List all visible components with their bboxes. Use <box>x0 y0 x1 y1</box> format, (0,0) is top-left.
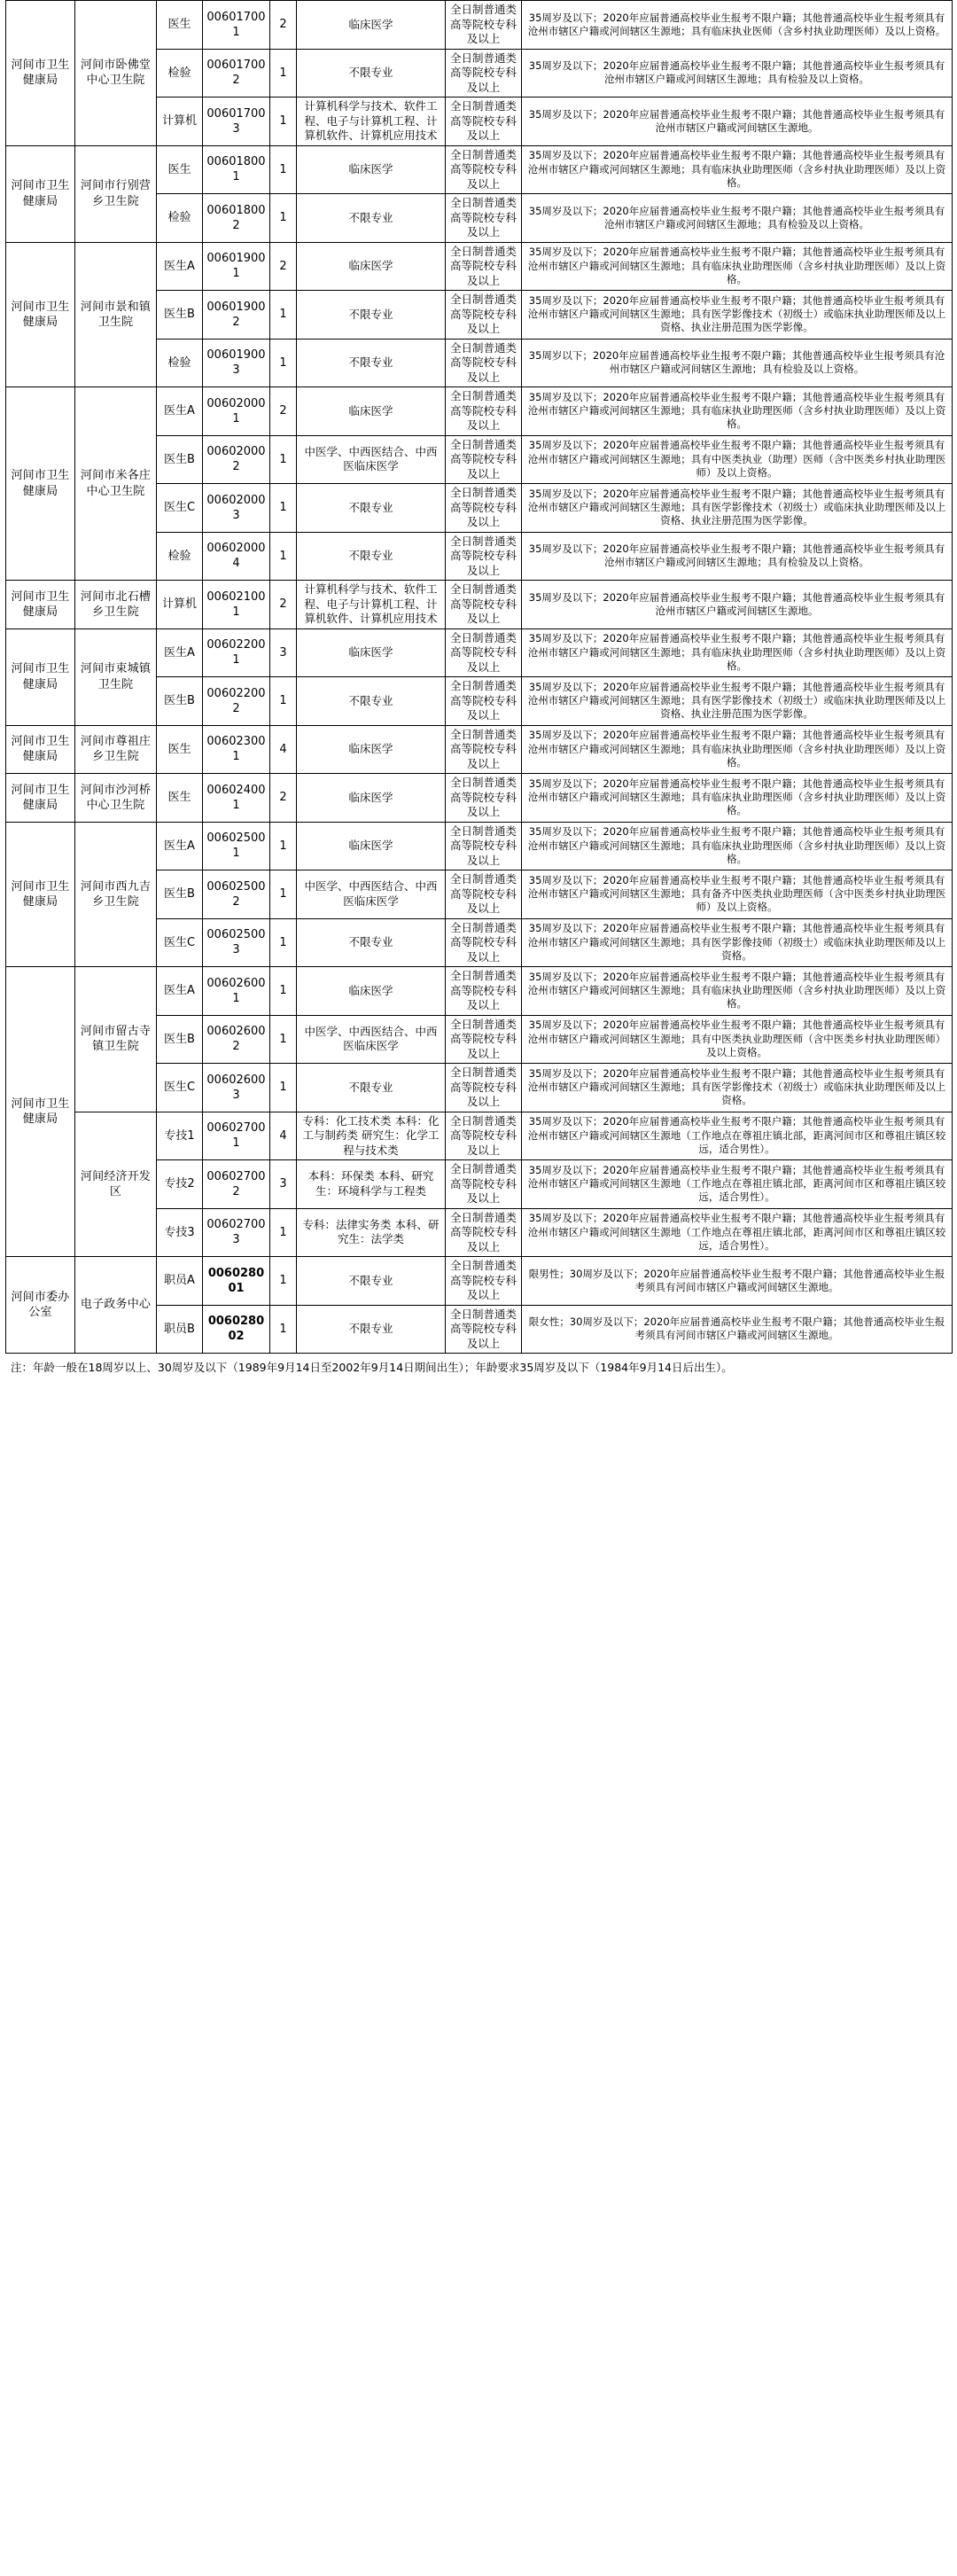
cell-headcount: 4 <box>270 725 297 774</box>
cell-education-requirement: 全日制普通类高等院校专科及以上 <box>446 628 522 677</box>
cell-employer: 河间市尊祖庄乡卫生院 <box>75 725 157 774</box>
cell-other-conditions: 35周岁及以下；2020年应届普通高校毕业生报考不限户籍；其他普通高校毕业生报考须具有沧州市辖区户籍或河间辖区生源地。 <box>522 98 953 146</box>
cell-position-code: 006020003 <box>203 484 270 533</box>
table-row <box>6 628 953 677</box>
cell-education-requirement: 全日制普通类高等院校专科及以上 <box>446 822 522 870</box>
cell-other-conditions: 35周岁及以下；2020年应届普通高校毕业生报考不限户籍；其他普通高校毕业生报考须具有沧州市辖区户籍或河间辖区生源地；具有医学影像技术（初级士）或临床执业助理医师及以上资格、执业注册范围为医学影像。 <box>522 484 953 533</box>
cell-education-requirement: 全日制普通类高等院校专科及以上 <box>446 194 522 243</box>
cell-education-requirement: 全日制普通类高等院校专科及以上 <box>446 774 522 823</box>
cell-other-conditions: 35周岁及以下；2020年应届普通高校毕业生报考不限户籍；其他普通高校毕业生报考须具有沧州市辖区户籍或河间辖区生源地；具有中医类执业（助理）医师（含中医类乡村执业助理医师）及以上资格。 <box>522 435 953 484</box>
cell-department: 河间市卫生健康局 <box>6 581 75 629</box>
cell-major-requirement: 临床医学 <box>297 822 446 870</box>
cell-employer: 河间市北石槽乡卫生院 <box>75 581 157 629</box>
cell-major-requirement: 不限专业 <box>297 918 446 967</box>
cell-education-requirement: 全日制普通类高等院校专科及以上 <box>446 291 522 340</box>
cell-position-name: 医生 <box>157 145 203 194</box>
cell-position-name: 医生B <box>157 677 203 726</box>
cell-other-conditions: 35周岁及以下；2020年应届普通高校毕业生报考不限户籍；其他普通高校毕业生报考须具有沧州市辖区户籍或河间辖区生源地；具有临床执业助理医师（含乡村执业助理医师）及以上资格。 <box>522 242 953 291</box>
cell-headcount: 2 <box>270 1 297 50</box>
cell-education-requirement: 全日制普通类高等院校专科及以上 <box>446 870 522 919</box>
cell-headcount: 1 <box>270 194 297 243</box>
cell-position-code: 006018002 <box>203 194 270 243</box>
cell-other-conditions: 35周岁及以下；2020年应届普通高校毕业生报考不限户籍；其他普通高校毕业生报考须具有沧州市辖区户籍或河间辖区生源地；具有临床执业助理医师（含乡村执业助理医师）及以上资格。 <box>522 725 953 774</box>
cell-position-name: 医生C <box>157 918 203 967</box>
cell-position-name: 医生A <box>157 822 203 870</box>
cell-education-requirement: 全日制普通类高等院校专科及以上 <box>446 484 522 533</box>
cell-other-conditions: 35周岁及以下；2020年应届普通高校毕业生报考不限户籍；其他普通高校毕业生报考须具有沧州市辖区户籍或河间辖区生源地；具有医学影像技术（初级士）或临床执业助理医师及以上资格、执业注册范围为医学影像。 <box>522 677 953 726</box>
cell-position-code: 006017003 <box>203 98 270 146</box>
cell-position-code: 006026001 <box>203 967 270 1016</box>
cell-position-name: 医生A <box>157 387 203 436</box>
cell-major-requirement: 本科：环保类 本科、研究生：环境科学与工程类 <box>297 1160 446 1209</box>
cell-department: 河间市委办公室 <box>6 1257 75 1354</box>
table-row <box>6 725 953 774</box>
cell-position-name: 检验 <box>157 339 203 387</box>
cell-position-code: 006025001 <box>203 822 270 870</box>
cell-headcount: 1 <box>270 677 297 726</box>
cell-headcount: 1 <box>270 918 297 967</box>
cell-position-code: 006022002 <box>203 677 270 726</box>
cell-employer: 河间市景和镇卫生院 <box>75 242 157 387</box>
cell-position-code: 006025003 <box>203 918 270 967</box>
cell-major-requirement: 计算机科学与技术、软件工程、电子与计算机工程、计算机软件、计算机应用技术 <box>297 98 446 146</box>
cell-position-name: 医生A <box>157 967 203 1016</box>
cell-other-conditions: 35周岁及以下；2020年应届普通高校毕业生报考不限户籍；其他普通高校毕业生报考须具有沧州市辖区户籍或河间辖区生源地；具有中医类执业助理医师（含中医类乡村执业助理医师）及以上资格。 <box>522 1015 953 1064</box>
table-row <box>6 145 953 194</box>
table-row <box>6 581 953 629</box>
cell-position-code: 006024001 <box>203 774 270 823</box>
cell-major-requirement: 不限专业 <box>297 677 446 726</box>
cell-education-requirement: 全日制普通类高等院校专科及以上 <box>446 1305 522 1354</box>
cell-education-requirement: 全日制普通类高等院校专科及以上 <box>446 435 522 484</box>
cell-headcount: 3 <box>270 628 297 677</box>
cell-employer: 河间经济开发区 <box>75 1112 157 1257</box>
cell-headcount: 2 <box>270 774 297 823</box>
cell-education-requirement: 全日制普通类高等院校专科及以上 <box>446 967 522 1016</box>
cell-position-code: 006027003 <box>203 1208 270 1257</box>
cell-position-name: 专技2 <box>157 1160 203 1209</box>
cell-other-conditions: 35周岁及以下；2020年应届普通高校毕业生报考不限户籍；其他普通高校毕业生报考须具有沧州市辖区户籍或河间辖区生源地（工作地点在尊祖庄镇北部，距离河间市区和尊祖庄镇区较远，适合男性）。 <box>522 1208 953 1257</box>
cell-headcount: 3 <box>270 1160 297 1209</box>
cell-major-requirement: 专科：法律实务类 本科、研究生：法学类 <box>297 1208 446 1257</box>
cell-other-conditions: 35周岁及以下；2020年应届普通高校毕业生报考不限户籍；其他普通高校毕业生报考须具有沧州市辖区户籍或河间辖区生源地（工作地点在尊祖庄镇北部，距离河间市区和尊祖庄镇区较远，适合男性）。 <box>522 1160 953 1209</box>
cell-headcount: 1 <box>270 1064 297 1112</box>
table-body <box>6 1 953 1354</box>
cell-position-name: 检验 <box>157 194 203 243</box>
cell-position-code: 006028001 <box>203 1257 270 1306</box>
cell-position-name: 检验 <box>157 532 203 581</box>
cell-other-conditions: 35周岁及以下；2020年应届普通高校毕业生报考不限户籍；其他普通高校毕业生报考须具有沧州市辖区户籍或河间辖区生源地；具有临床执业助理医师（含乡村执业助理医师）及以上资格。 <box>522 967 953 1016</box>
cell-major-requirement: 专科：化工技术类 本科：化工与制药类 研究生：化学工程与技术类 <box>297 1112 446 1160</box>
cell-other-conditions: 35周岁及以下；2020年应届普通高校毕业生报考不限户籍；其他普通高校毕业生报考须具有沧州市辖区户籍或河间辖区生源地；具有医学影像技师（初级士）或临床执业助理医师及以上资格。 <box>522 918 953 967</box>
footnote: 注：年龄一般在18周岁以上、30周岁及以下（1989年9月14日至2002年9月14日期间出生）；年龄要求35周岁及以下（1984年9月14日后出生）。 <box>11 1361 733 1374</box>
cell-other-conditions: 35周岁及以下；2020年应届普通高校毕业生报考不限户籍；其他普通高校毕业生报考须具有沧州市辖区户籍或河间辖区生源地；具有医学影像技术（初级士）或临床执业助理医师及以上资格、执业注册范围为医学影像。 <box>522 291 953 340</box>
cell-education-requirement: 全日制普通类高等院校专科及以上 <box>446 145 522 194</box>
cell-position-code: 006023001 <box>203 725 270 774</box>
cell-education-requirement: 全日制普通类高等院校专科及以上 <box>446 98 522 146</box>
cell-education-requirement: 全日制普通类高等院校专科及以上 <box>446 49 522 98</box>
cell-position-code: 006026002 <box>203 1015 270 1064</box>
cell-headcount: 2 <box>270 387 297 436</box>
cell-position-code: 006017002 <box>203 49 270 98</box>
cell-major-requirement: 不限专业 <box>297 49 446 98</box>
cell-major-requirement: 临床医学 <box>297 387 446 436</box>
cell-major-requirement: 计算机科学与技术、软件工程、电子与计算机工程、计算机软件、计算机应用技术 <box>297 581 446 629</box>
cell-other-conditions: 35周岁及以下；2020年应届普通高校毕业生报考不限户籍；其他普通高校毕业生报考须具有沧州市辖区户籍或河间辖区生源地；具有检验及以上资格。 <box>522 49 953 98</box>
cell-headcount: 1 <box>270 532 297 581</box>
cell-department: 河间市卫生健康局 <box>6 725 75 774</box>
cell-other-conditions: 35周岁及以下；2020年应届普通高校毕业生报考不限户籍；其他普通高校毕业生报考须具有沧州市辖区户籍或河间辖区生源地；具有临床执业助理医师（含乡村执业助理医师）及以上资格。 <box>522 774 953 823</box>
cell-position-name: 医生C <box>157 1064 203 1112</box>
cell-major-requirement: 不限专业 <box>297 1257 446 1306</box>
cell-position-code: 006026003 <box>203 1064 270 1112</box>
cell-major-requirement: 不限专业 <box>297 1064 446 1112</box>
cell-education-requirement: 全日制普通类高等院校专科及以上 <box>446 581 522 629</box>
cell-position-code: 006020002 <box>203 435 270 484</box>
cell-department: 河间市卫生健康局 <box>6 628 75 725</box>
cell-position-name: 医生A <box>157 242 203 291</box>
cell-other-conditions: 限女性；30周岁及以下；2020年应届普通高校毕业生报考不限户籍；其他普通高校毕业生报考须具有河间市辖区户籍或河间辖区生源地。 <box>522 1305 953 1354</box>
cell-education-requirement: 全日制普通类高等院校专科及以上 <box>446 1015 522 1064</box>
cell-headcount: 1 <box>270 1305 297 1354</box>
cell-employer: 河间市米各庄中心卫生院 <box>75 387 157 581</box>
cell-education-requirement: 全日制普通类高等院校专科及以上 <box>446 339 522 387</box>
cell-position-code: 006019002 <box>203 291 270 340</box>
cell-education-requirement: 全日制普通类高等院校专科及以上 <box>446 918 522 967</box>
table-row <box>6 242 953 291</box>
cell-education-requirement: 全日制普通类高等院校专科及以上 <box>446 677 522 726</box>
cell-major-requirement: 中医学、中西医结合、中西医临床医学 <box>297 1015 446 1064</box>
cell-position-code: 006022001 <box>203 628 270 677</box>
cell-headcount: 1 <box>270 1015 297 1064</box>
cell-headcount: 1 <box>270 291 297 340</box>
cell-education-requirement: 全日制普通类高等院校专科及以上 <box>446 387 522 436</box>
cell-department: 河间市卫生健康局 <box>6 822 75 967</box>
cell-headcount: 1 <box>270 145 297 194</box>
cell-position-name: 医生B <box>157 1015 203 1064</box>
cell-major-requirement: 中医学、中西医结合、中西医临床医学 <box>297 870 446 919</box>
cell-headcount: 2 <box>270 242 297 291</box>
cell-headcount: 4 <box>270 1112 297 1160</box>
cell-major-requirement: 不限专业 <box>297 532 446 581</box>
cell-education-requirement: 全日制普通类高等院校专科及以上 <box>446 1112 522 1160</box>
cell-major-requirement: 临床医学 <box>297 967 446 1016</box>
cell-position-name: 计算机 <box>157 581 203 629</box>
cell-position-code: 006017001 <box>203 1 270 50</box>
cell-position-name: 检验 <box>157 49 203 98</box>
cell-position-code: 006020001 <box>203 387 270 436</box>
cell-position-name: 专技3 <box>157 1208 203 1257</box>
cell-position-name: 医生B <box>157 870 203 919</box>
cell-other-conditions: 35周岁及以下；2020年应届普通高校毕业生报考不限户籍；其他普通高校毕业生报考须具有沧州市辖区户籍或河间辖区生源地；具有医学影像技术（初级士）或临床执业助理医师及以上资格。 <box>522 1064 953 1112</box>
cell-position-name: 医生 <box>157 774 203 823</box>
cell-other-conditions: 35周岁及以下；2020年应届普通高校毕业生报考不限户籍；其他普通高校毕业生报考须具有沧州市辖区户籍或河间辖区生源地；具有临床执业助理医师（含乡村执业助理医师）及以上资格。 <box>522 387 953 436</box>
cell-employer: 河间市束城镇卫生院 <box>75 628 157 725</box>
cell-other-conditions: 35周岁及以下；2020年应届普通高校毕业生报考不限户籍；其他普通高校毕业生报考须具有沧州市辖区户籍或河间辖区生源地；具有临床执业助理医师（含乡村执业助理医师）及以上资格。 <box>522 822 953 870</box>
cell-position-name: 医生A <box>157 628 203 677</box>
cell-position-code: 006021001 <box>203 581 270 629</box>
cell-department: 河间市卫生健康局 <box>6 967 75 1257</box>
cell-headcount: 1 <box>270 1257 297 1306</box>
cell-other-conditions: 限男性；30周岁及以下；2020年应届普通高校毕业生报考不限户籍；其他普通高校毕业生报考须具有河间市辖区户籍或河间辖区生源地。 <box>522 1257 953 1306</box>
cell-department: 河间市卫生健康局 <box>6 387 75 581</box>
recruitment-table <box>5 0 953 1354</box>
cell-employer: 河间市留古寺镇卫生院 <box>75 967 157 1112</box>
cell-education-requirement: 全日制普通类高等院校专科及以上 <box>446 725 522 774</box>
cell-education-requirement: 全日制普通类高等院校专科及以上 <box>446 1208 522 1257</box>
cell-position-code: 006027001 <box>203 1112 270 1160</box>
cell-position-name: 医生C <box>157 484 203 533</box>
cell-employer: 电子政务中心 <box>75 1257 157 1354</box>
cell-position-name: 计算机 <box>157 98 203 146</box>
table-row <box>6 774 953 823</box>
cell-position-name: 医生B <box>157 435 203 484</box>
cell-major-requirement: 临床医学 <box>297 774 446 823</box>
cell-position-code: 006020004 <box>203 532 270 581</box>
cell-other-conditions: 35周岁及以下；2020年应届普通高校毕业生报考不限户籍；其他普通高校毕业生报考须具有沧州市辖区户籍或河间辖区生源地；具有临床执业医师（含乡村执业助理医师）及以上资格。 <box>522 1 953 50</box>
cell-headcount: 1 <box>270 822 297 870</box>
cell-education-requirement: 全日制普通类高等院校专科及以上 <box>446 1064 522 1112</box>
cell-headcount: 1 <box>270 98 297 146</box>
cell-major-requirement: 中医学、中西医结合、中西医临床医学 <box>297 435 446 484</box>
cell-position-name: 医生 <box>157 1 203 50</box>
cell-major-requirement: 临床医学 <box>297 242 446 291</box>
table-row <box>6 967 953 1016</box>
table-row <box>6 1257 953 1306</box>
cell-employer: 河间市西九吉乡卫生院 <box>75 822 157 967</box>
cell-major-requirement: 临床医学 <box>297 725 446 774</box>
cell-headcount: 1 <box>270 967 297 1016</box>
cell-position-code: 006019001 <box>203 242 270 291</box>
cell-major-requirement: 临床医学 <box>297 628 446 677</box>
cell-position-name: 医生B <box>157 291 203 340</box>
cell-position-code: 006018001 <box>203 145 270 194</box>
cell-position-code: 006028002 <box>203 1305 270 1354</box>
cell-position-name: 专技1 <box>157 1112 203 1160</box>
cell-headcount: 2 <box>270 581 297 629</box>
cell-position-code: 006025002 <box>203 870 270 919</box>
cell-other-conditions: 35周岁及以下；2020年应届普通高校毕业生报考不限户籍；其他普通高校毕业生报考须具有沧州市辖区户籍或河间辖区生源地；具有备齐中医类执业助理医师（含中医类乡村执业助理医师）及以上资格。 <box>522 870 953 919</box>
cell-major-requirement: 不限专业 <box>297 484 446 533</box>
cell-major-requirement: 不限专业 <box>297 339 446 387</box>
cell-other-conditions: 35周岁及以下；2020年应届普通高校毕业生报考不限户籍；其他普通高校毕业生报考须具有沧州市辖区户籍或河间辖区生源地；具有临床执业助理医师（含乡村执业助理医师）及以上资格。 <box>522 628 953 677</box>
cell-major-requirement: 不限专业 <box>297 194 446 243</box>
cell-employer: 河间市沙河桥中心卫生院 <box>75 774 157 823</box>
cell-major-requirement: 临床医学 <box>297 145 446 194</box>
cell-other-conditions: 35周岁及以下；2020年应届普通高校毕业生报考不限户籍；其他普通高校毕业生报考须具有沧州市辖区户籍或河间辖区生源地（工作地点在尊祖庄镇北部，距离河间市区和尊祖庄镇区较远，适合男性）。 <box>522 1112 953 1160</box>
cell-major-requirement: 临床医学 <box>297 1 446 50</box>
cell-position-code: 006027002 <box>203 1160 270 1209</box>
cell-headcount: 1 <box>270 484 297 533</box>
cell-position-code: 006019003 <box>203 339 270 387</box>
cell-major-requirement: 不限专业 <box>297 291 446 340</box>
cell-department: 河间市卫生健康局 <box>6 145 75 242</box>
cell-employer: 河间市卧佛堂中心卫生院 <box>75 1 157 146</box>
cell-education-requirement: 全日制普通类高等院校专科及以上 <box>446 532 522 581</box>
cell-headcount: 1 <box>270 435 297 484</box>
cell-headcount: 1 <box>270 1208 297 1257</box>
cell-other-conditions: 35周岁以下；2020年应届普通高校毕业生报考不限户籍；其他普通高校毕业生报考须具有沧州市辖区户籍或河间辖区生源地；具有检验及以上资格。 <box>522 339 953 387</box>
cell-other-conditions: 35周岁及以下；2020年应届普通高校毕业生报考不限户籍；其他普通高校毕业生报考须具有沧州市辖区户籍或河间辖区生源地；具有检验及以上资格。 <box>522 532 953 581</box>
table-row <box>6 822 953 870</box>
cell-education-requirement: 全日制普通类高等院校专科及以上 <box>446 242 522 291</box>
cell-other-conditions: 35周岁及以下；2020年应届普通高校毕业生报考不限户籍；其他普通高校毕业生报考须具有沧州市辖区户籍或河间辖区生源地；具有检验及以上资格。 <box>522 194 953 243</box>
table-row <box>6 1 953 50</box>
cell-department: 河间市卫生健康局 <box>6 1 75 146</box>
cell-position-name: 职员A <box>157 1257 203 1306</box>
cell-department: 河间市卫生健康局 <box>6 774 75 823</box>
cell-headcount: 1 <box>270 339 297 387</box>
cell-other-conditions: 35周岁及以下；2020年应届普通高校毕业生报考不限户籍；其他普通高校毕业生报考须具有沧州市辖区户籍或河间辖区生源地。 <box>522 581 953 629</box>
table-row <box>6 1112 953 1160</box>
cell-education-requirement: 全日制普通类高等院校专科及以上 <box>446 1 522 50</box>
cell-headcount: 1 <box>270 49 297 98</box>
cell-education-requirement: 全日制普通类高等院校专科及以上 <box>446 1257 522 1306</box>
cell-other-conditions: 35周岁及以下；2020年应届普通高校毕业生报考不限户籍；其他普通高校毕业生报考须具有沧州市辖区户籍或河间辖区生源地；具有临床执业助理医师（含乡村执业助理医师）及以上资格。 <box>522 145 953 194</box>
cell-headcount: 1 <box>270 870 297 919</box>
cell-position-name: 职员B <box>157 1305 203 1354</box>
cell-position-name: 医生 <box>157 725 203 774</box>
table-row <box>6 387 953 436</box>
cell-employer: 河间市行别营乡卫生院 <box>75 145 157 242</box>
cell-major-requirement: 不限专业 <box>297 1305 446 1354</box>
cell-education-requirement: 全日制普通类高等院校专科及以上 <box>446 1160 522 1209</box>
cell-department: 河间市卫生健康局 <box>6 242 75 387</box>
